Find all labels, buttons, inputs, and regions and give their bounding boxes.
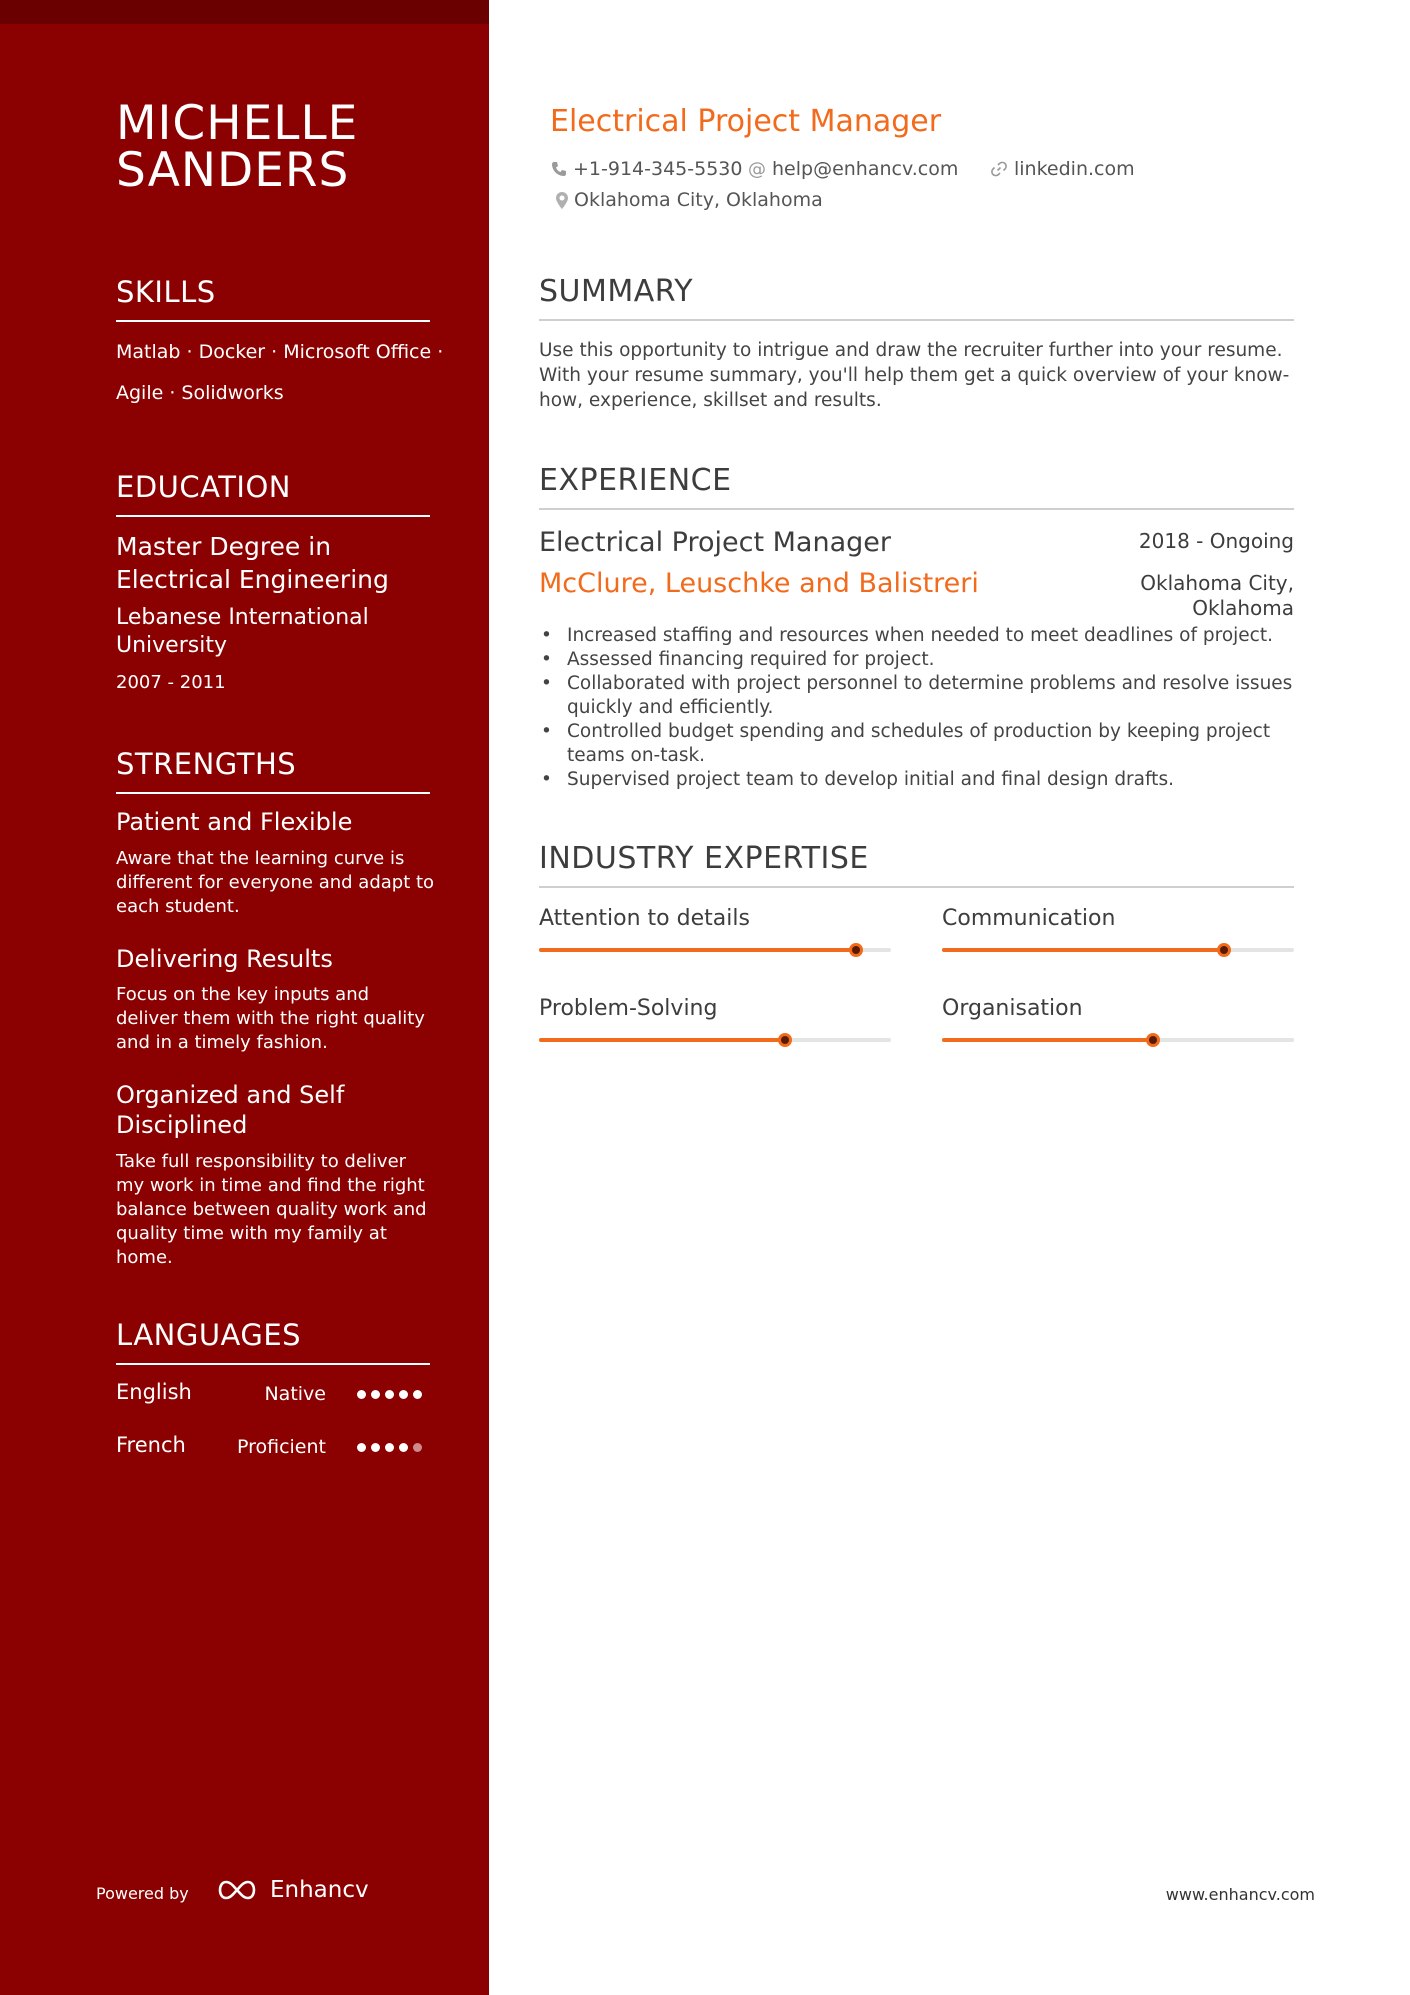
expertise-bar bbox=[539, 948, 891, 952]
rating-dot-filled bbox=[413, 1390, 422, 1399]
language-rating bbox=[357, 1390, 422, 1399]
phone-text: +1-914-345-5530 bbox=[573, 158, 743, 180]
expertise-bar bbox=[539, 1038, 891, 1042]
experience-location: Oklahoma City, Oklahoma bbox=[1140, 571, 1294, 620]
experience-company: McClure, Leuschke and Balistreri bbox=[539, 568, 979, 599]
experience-heading: EXPERIENCE bbox=[539, 464, 1294, 510]
experience-bullet: • Supervised project team to develop initial and final design drafts. bbox=[567, 768, 1327, 792]
headline-title: Electrical Project Manager bbox=[550, 104, 942, 139]
expertise-bar-fill bbox=[942, 1038, 1153, 1042]
education-years: 2007 - 2011 bbox=[116, 672, 226, 693]
skills-line: Agile · Solidworks bbox=[116, 382, 284, 404]
rating-dot-filled bbox=[399, 1390, 408, 1399]
expertise-bar-knob bbox=[1146, 1033, 1160, 1047]
skills-line: Matlab · Docker · Microsoft Office · bbox=[116, 341, 444, 363]
language-rating bbox=[357, 1443, 422, 1452]
rating-dot-filled bbox=[399, 1443, 408, 1452]
contact-link[interactable] bbox=[990, 158, 1135, 180]
expertise-label: Communication bbox=[942, 906, 1116, 931]
enhancv-brand-name: Enhancv bbox=[270, 1877, 369, 1903]
summary-heading: SUMMARY bbox=[539, 275, 1294, 321]
strength-desc: Take full responsibility to deliver my work in time and find the right balance between quality work and quality time with my family at home. bbox=[116, 1151, 427, 1268]
expertise-bar-knob bbox=[778, 1033, 792, 1047]
experience-bullets bbox=[539, 624, 1327, 792]
strengths-heading: STRENGTHS bbox=[116, 748, 430, 794]
skills-list bbox=[116, 332, 446, 414]
language-name: English bbox=[116, 1380, 192, 1404]
education-heading: EDUCATION bbox=[116, 471, 430, 517]
expertise-bar-fill bbox=[539, 948, 856, 952]
rating-dot-filled bbox=[385, 1390, 394, 1399]
expertise-bar-fill bbox=[942, 948, 1224, 952]
link-icon bbox=[990, 160, 1008, 178]
expertise-bar bbox=[942, 1038, 1294, 1042]
contact-phone[interactable] bbox=[551, 158, 742, 180]
rating-dot-filled bbox=[385, 1443, 394, 1452]
education-degree: Master Degree in Electrical Engineering bbox=[116, 532, 389, 594]
expertise-label: Problem-Solving bbox=[539, 996, 718, 1021]
at-icon: @ bbox=[748, 158, 766, 180]
footer-site-link[interactable]: www.enhancv.com bbox=[1165, 1885, 1315, 1904]
experience-bullet: • Controlled budget spending and schedules of production by keeping project teams on-task. bbox=[567, 720, 1327, 768]
location-pin-icon bbox=[556, 192, 568, 209]
language-name: French bbox=[116, 1433, 186, 1457]
powered-by-label: Powered by bbox=[96, 1884, 189, 1903]
expertise-bar bbox=[942, 948, 1294, 952]
rating-dot-empty bbox=[413, 1443, 422, 1452]
location-text: Oklahoma City, Oklahoma bbox=[574, 189, 823, 211]
skills-heading: SKILLS bbox=[116, 276, 430, 322]
summary-text: Use this opportunity to intrigue and draw the recruiter further into your resume. With your resume summary, you'll help them get a quick overview of your know-how, experience, skillset and results. bbox=[539, 340, 1290, 411]
rating-dot-filled bbox=[357, 1390, 366, 1399]
strength-desc: Aware that the learning curve is different for everyone and adapt to each student. bbox=[116, 848, 435, 917]
phone-icon bbox=[551, 161, 567, 177]
rating-dot-filled bbox=[371, 1390, 380, 1399]
strength-desc: Focus on the key inputs and deliver them with the right quality and in a timely fashion. bbox=[116, 984, 425, 1053]
expertise-label: Attention to details bbox=[539, 906, 750, 931]
enhancv-logo-icon bbox=[214, 1878, 260, 1902]
link-text: linkedin.com bbox=[1014, 158, 1135, 180]
experience-dates: 2018 - Ongoing bbox=[1138, 529, 1294, 553]
sidebar-top-band bbox=[0, 0, 489, 24]
expertise-heading: INDUSTRY EXPERTISE bbox=[539, 842, 1294, 888]
name-last: SANDERS bbox=[116, 143, 350, 198]
strength-title: Delivering Results bbox=[116, 945, 333, 973]
name-first: MICHELLE bbox=[116, 96, 359, 151]
sidebar bbox=[0, 0, 489, 1995]
contact-location bbox=[556, 189, 823, 211]
candidate-name bbox=[116, 96, 446, 198]
experience-bullet: • Collaborated with project personnel to determine problems and resolve issues quickly and efficiently. bbox=[567, 672, 1327, 720]
experience-role: Electrical Project Manager bbox=[539, 527, 891, 558]
expertise-bar-knob bbox=[849, 943, 863, 957]
expertise-label: Organisation bbox=[942, 996, 1083, 1021]
strength-title: Patient and Flexible bbox=[116, 808, 353, 836]
experience-bullet: • Assessed financing required for project. bbox=[567, 648, 1327, 672]
strength-title: Organized and Self Disciplined bbox=[116, 1081, 345, 1139]
rating-dot-filled bbox=[371, 1443, 380, 1452]
language-level: Native bbox=[264, 1383, 326, 1405]
enhancv-brand[interactable] bbox=[214, 1877, 369, 1903]
email-text: help@enhancv.com bbox=[772, 158, 959, 180]
language-level: Proficient bbox=[236, 1436, 326, 1458]
languages-heading: LANGUAGES bbox=[116, 1319, 430, 1365]
rating-dot-filled bbox=[357, 1443, 366, 1452]
contact-email[interactable] bbox=[748, 158, 958, 180]
education-school: Lebanese International University bbox=[116, 605, 369, 658]
experience-bullet: • Increased staffing and resources when needed to meet deadlines of project. bbox=[567, 624, 1327, 648]
expertise-bar-knob bbox=[1217, 943, 1231, 957]
expertise-bar-fill bbox=[539, 1038, 785, 1042]
